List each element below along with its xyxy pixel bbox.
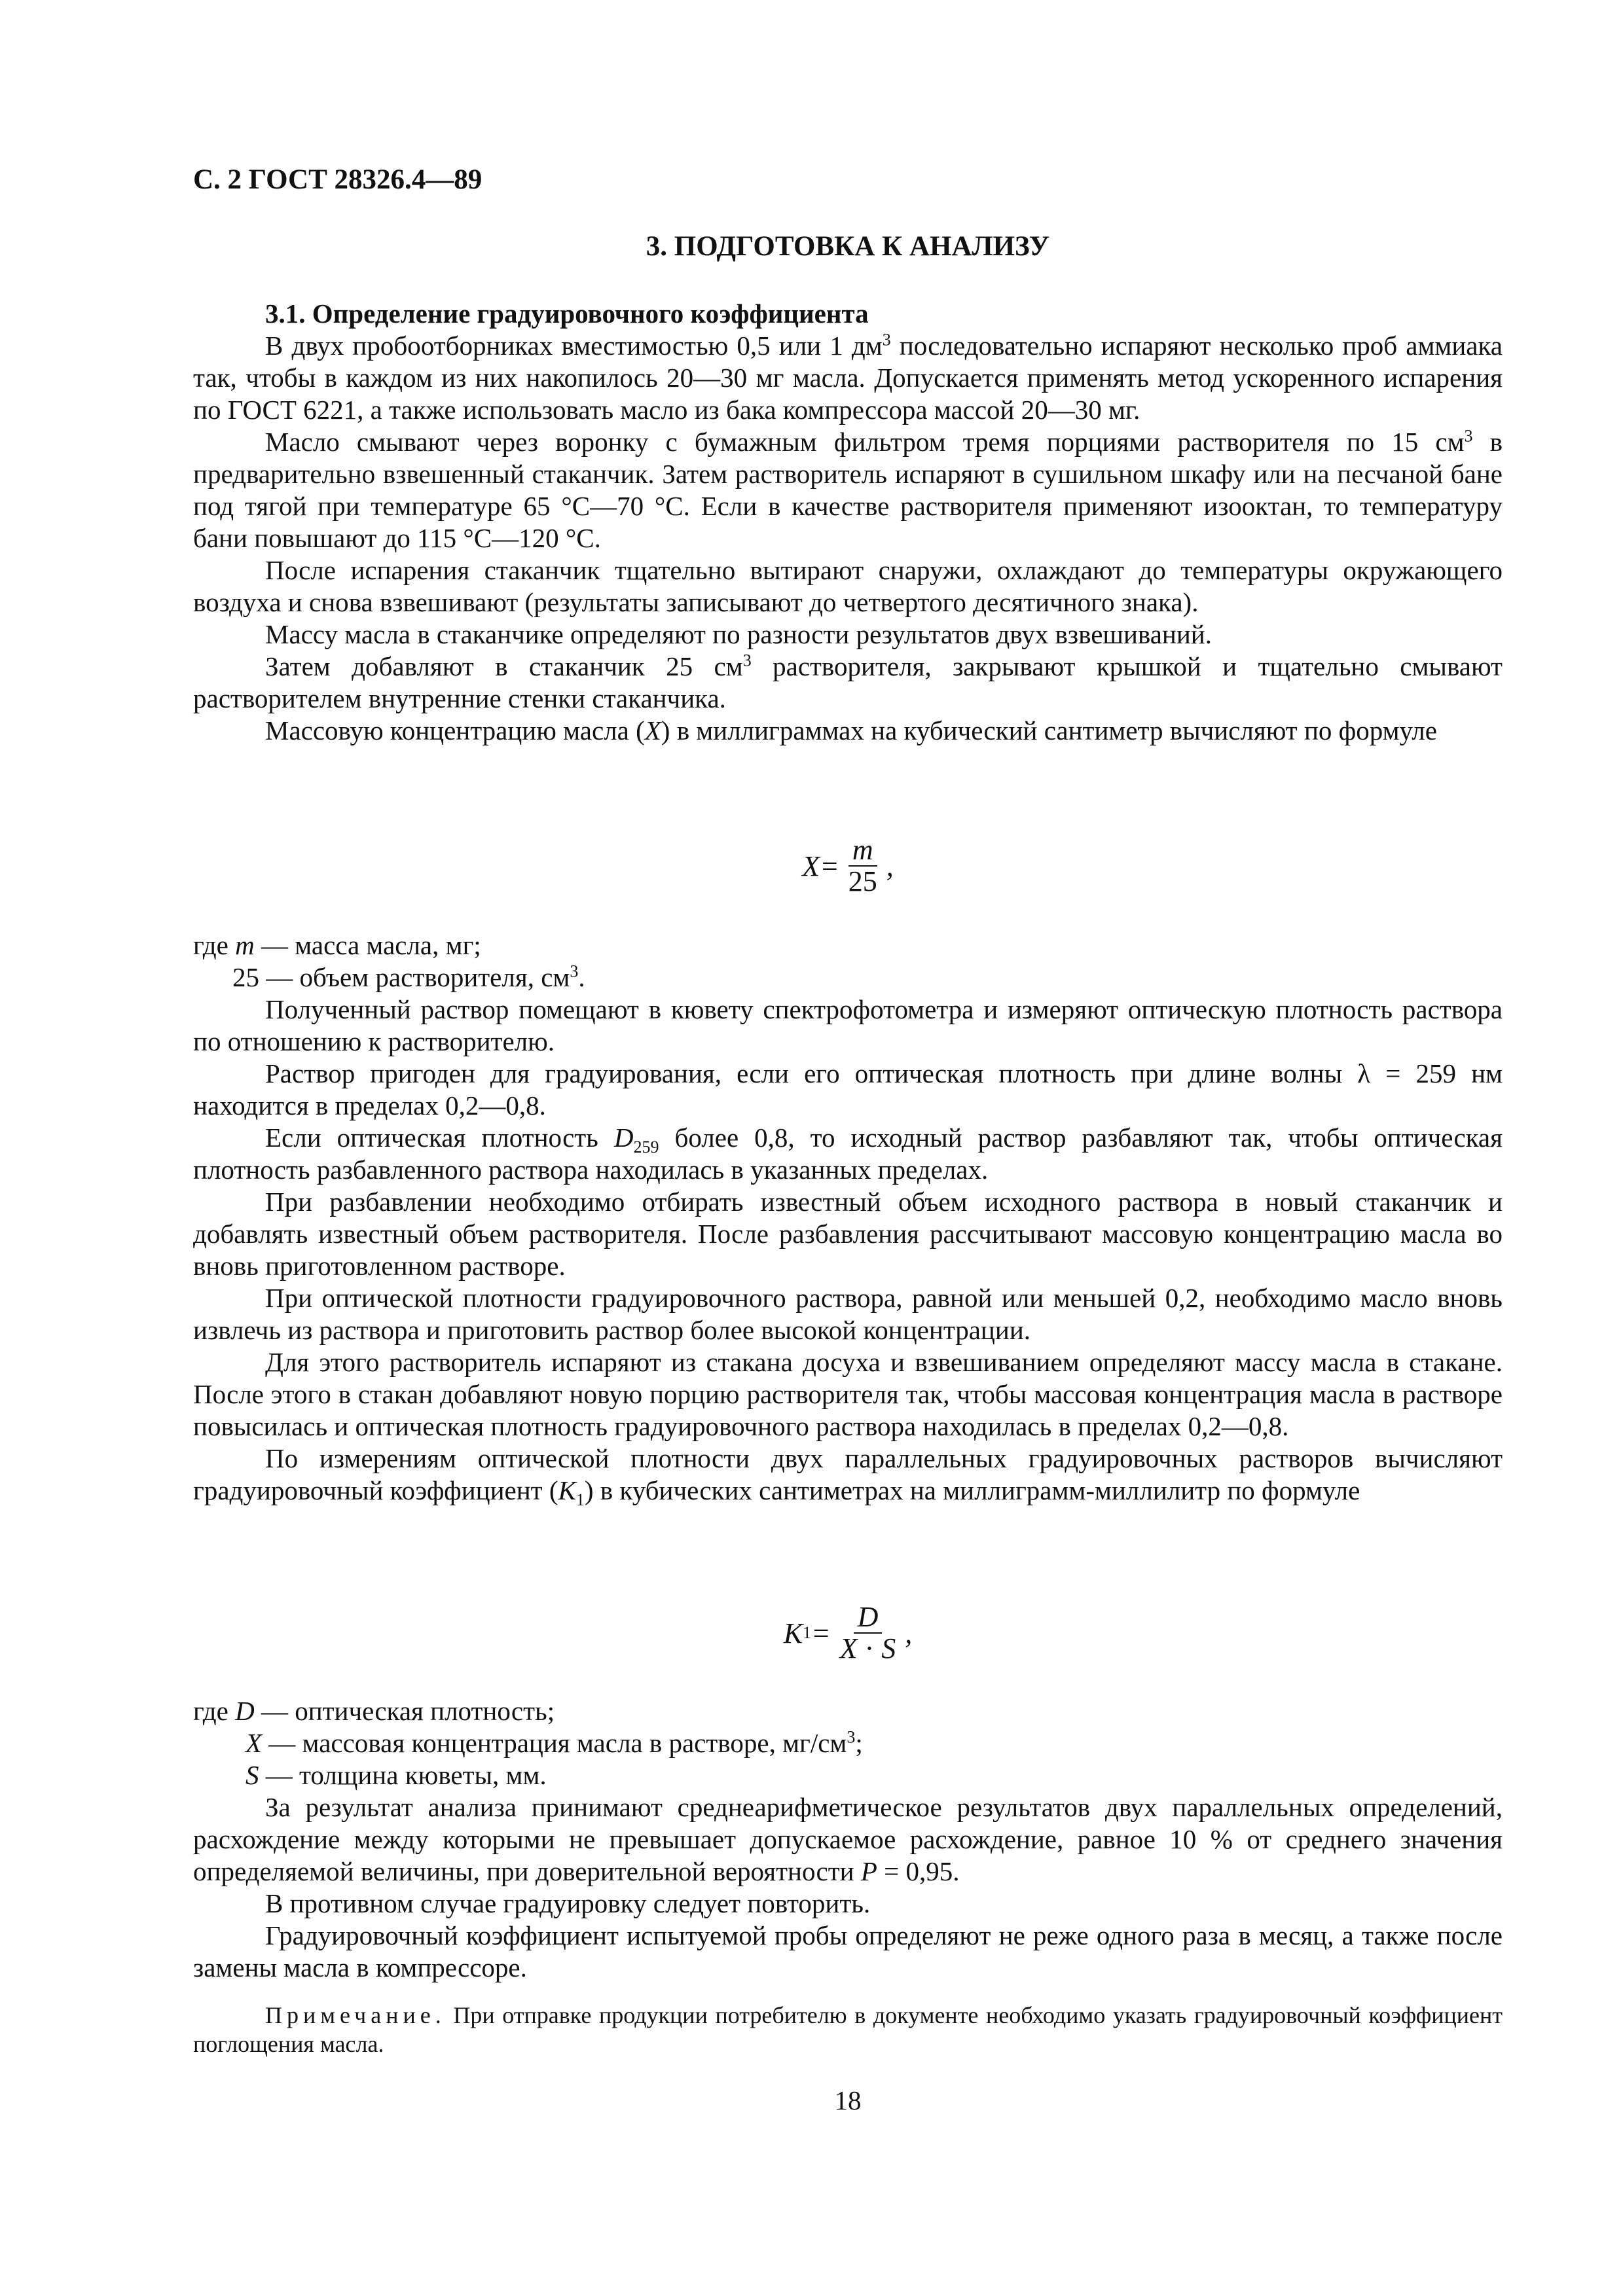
page-number: 18	[834, 2085, 862, 2115]
paragraph-5: Затем добавляют в стаканчик 25 $см^3$ растворителя, закрывают крышкой и тщательно смывают растворителем внутренние стенки стаканчика.	[193, 651, 1503, 713]
body-text-bottom	[193, 1695, 1503, 2058]
paragraph-7: Полученный раствор помещают в кювету спектрофотометра и измеряют оптическую плотность раствора по отношению к растворителю.	[193, 994, 1503, 1056]
formula-calibration-coefficient: K 1 = $\frac{D}{X \cdot S}$ ,	[783, 1601, 913, 1664]
paragraph-6: Массовую концентрацию масла (X) в миллиграммах на кубический сантиметр вычисляют по формуле	[265, 715, 1437, 745]
paragraph-2: Масло смывают через воронку с бумажным фильтром тремя порциями растворителя по 15 $см^3$ в предварительно взвешенный стаканчик. Затем растворитель испаряют в сушильном шкафу или на песчаной бане под тягой при температуре 65 °С—70 °С. Если в качестве растворителя применяют изооктан, то температуру бани повышают до 115 °С—120 °С.	[193, 426, 1503, 553]
body-text-middle	[193, 929, 1503, 1510]
paragraph-16: Градуировочный коэффициент испытуемой пробы определяют не реже одного раза в месяц, а также после замены масла в компрессоре.	[193, 1920, 1503, 1982]
formula-mass-concentration: X = $\frac{m}{25}$ ,	[802, 834, 894, 897]
paragraph-1: В двух пробоотборниках вместимостью 0,5 или 1 $дм^3$ последовательно испаряют несколько проб аммиака так, чтобы в каждом из них накопилось 20—30 мг масла. Допускается применять метод ускоренного испарения по ГОСТ 6221, а также использовать масло из бака компрессора массой 20—30 мг.	[193, 330, 1503, 425]
paragraph-4: Массу масла в стаканчике определяют по разности результатов двух взвешиваний.	[265, 619, 1212, 649]
subsection-title: 3.1. Определение градуировочного коэффициента	[265, 298, 869, 329]
paragraph-8: Раствор пригоден для градуирования, если его оптическая плотность при длине волны λ = 259 нм находится в пределах 0,2—0,8.	[193, 1058, 1503, 1121]
paragraph-13: По измерениям оптической плотности двух параллельных градуировочных растворов вычисляют градуировочный коэффициент $(K_1)$ в кубических сантиметрах на миллиграмм-миллилитр по формуле	[193, 1443, 1503, 1510]
page-header: С. 2 ГОСТ 28326.4—89	[193, 164, 483, 195]
paragraph-15: В противном случае градуировку следует повторить.	[265, 1888, 871, 1918]
paragraph-11: При оптической плотности градуировочного раствора, равной или меньшей 0,2, необходимо масло вновь извлечь из раствора и приготовить раствор более высокой концентрации.	[193, 1283, 1503, 1345]
paragraph-3: После испарения стаканчик тщательно вытирают снаружи, охлаждают до температуры окружающего воздуха и снова взвешивают (результаты записывают до четвертого десятичного знака).	[193, 555, 1503, 617]
paragraph-14: За результат анализа принимают среднеарифметическое результатов двух параллельных определений, расхождение между которыми не превышает допускаемое расхождение, равное 10 % от среднего значения определяемой величины, при доверительной вероятности P = 0,95.	[193, 1792, 1503, 1886]
paragraph-9: Если оптическая плотность $D_{259}$ более 0,8, то исходный раствор разбавляют так, чтобы оптическая плотность разбавленного раствора находилась в указанных пределах.	[193, 1122, 1503, 1185]
section-title: 3. ПОДГОТОВКА К АНАЛИЗУ	[646, 231, 1050, 262]
note: Примечание. При отправке продукции потребителю в документе необходимо указать градуировочный коэффициент поглощения масла.	[193, 2002, 1503, 2057]
formula-1-legend: где m — масса масла, мг; 25 — объем растворителя, $см^3$.	[193, 930, 585, 992]
paragraph-10: При разбавлении необходимо отбирать известный объем исходного раствора в новый стаканчик и добавлять известный объем растворителя. После разбавления рассчитывают массовую концентрацию масла во вновь приготовленном растворе.	[193, 1187, 1503, 1281]
formula-2-legend: где D — оптическая плотность; X — массовая концентрация масла в растворе, $мг/см^3$; S — толщина кюветы, мм.	[193, 1696, 863, 1790]
body-text-top	[193, 298, 1503, 747]
paragraph-12: Для этого растворитель испаряют из стакана досуха и взвешиванием определяют массу масла в стакане. После этого в стакан добавляют новую порцию растворителя так, чтобы массовая концентрация масла в растворе повысилась и оптическая плотность градуировочного раствора находилась в пределах 0,2—0,8.	[193, 1347, 1503, 1441]
